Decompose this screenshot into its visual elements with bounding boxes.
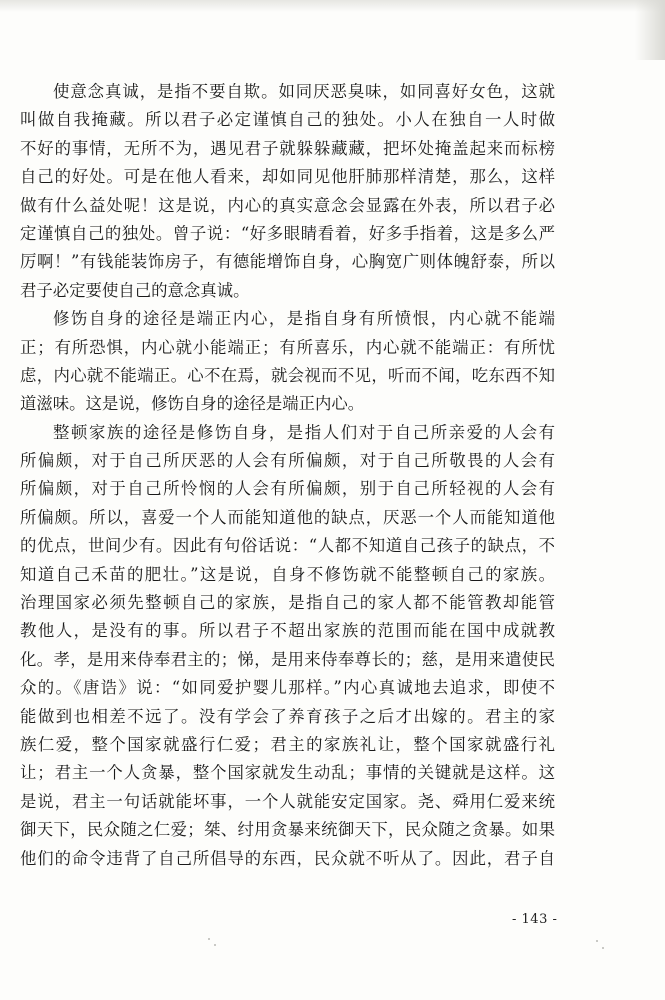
text-line: 治理国家必须先整顿自己的家族，是指自己的家人都不能管教却能管	[20, 593, 555, 613]
text-line: 能做到也相差不远了。没有学会了养育孩子之后才出嫁的。君主的家	[20, 706, 555, 726]
body-text	[20, 78, 555, 873]
text-line: 教他人，是没有的事。所以君子不超出家族的范围而能在国中成就教	[20, 621, 555, 641]
text-line: 定谨慎自己的独处。曾子说：“好多眼睛看着，好多手指着，这是多么严	[20, 223, 555, 243]
text-line: 不好的事情，无所不为，遇见君子就躲躲藏藏，把坏处掩盖起来而标榜	[20, 138, 555, 158]
scan-speck	[596, 940, 598, 942]
text-line: 众的。《唐诰》说：“如同爱护婴儿那样。”内心真诚地去追求，即使不	[20, 678, 555, 698]
scan-speck	[208, 938, 210, 940]
text-line: 整顿家族的途径是修饬自身，是指人们对于自己所亲爱的人会有	[53, 422, 555, 442]
scan-speck	[602, 947, 604, 949]
text-line: 厉啊！”有钱能装饰房子，有德能增饰自身，心胸宽广则体魄舒泰，所以	[20, 252, 555, 272]
text-line: 叫做自我掩藏。所以君子必定谨慎自己的独处。小人在独自一人时做	[20, 110, 555, 130]
text-line: 君子必定要使自己的意念真诚。	[20, 280, 250, 300]
text-line: 使意念真诚，是指不要自欺。如同厌恶臭味，如同喜好女色，这就	[53, 82, 555, 101]
text-line: 所偏颇，对于自己所怜悯的人会有所偏颇，别于自己所轻视的人会有	[20, 479, 555, 499]
text-line: 所偏颇，对于自己所厌恶的人会有所偏颇，对于自己所敬畏的人会有	[20, 451, 555, 471]
text-line: 族仁爱，整个国家就盛行仁爱；君主的家族礼让，整个国家就盛行礼	[20, 734, 555, 754]
text-line: 自己的好处。可是在他人看来，却如同见他肝肺那样清楚，那么，这样	[20, 167, 555, 187]
text-line: 道滋味。这是说，修饬自身的途径是端正内心。	[20, 394, 365, 414]
text-line: 的优点，世间少有。因此有句俗话说：“人都不知道自己孩子的缺点，不	[20, 536, 555, 556]
text-line: 修饬自身的途径是端正内心，是指自身有所愤恨，内心就不能端	[53, 309, 555, 329]
text-line: 做有什么益处呢！这是说，内心的真实意念会显露在外表，所以君子必	[20, 195, 555, 215]
page-number: - 143 -	[512, 912, 558, 927]
text-line: 正；有所恐惧，内心就小能端正；有所喜乐，内心就不能端正：有所忧	[20, 337, 555, 357]
scan-shadow-corner	[635, 0, 665, 60]
text-line: 知道自己禾苗的肥壮。”这是说，自身不修饬就不能整顿自己的家族。	[20, 564, 555, 584]
text-line: 是说，君主一句话就能坏事，一个人就能安定国家。尧、舜用仁爱来统	[20, 791, 555, 811]
scan-speck	[214, 944, 216, 946]
text-line: 所偏颇。所以，喜爱一个人而能知道他的缺点，厌恶一个人而能知道他	[20, 507, 555, 527]
scan-shadow-top	[0, 0, 665, 12]
text-line: 让；君主一个人贪暴，整个国家就发生动乱；事情的关键就是这样。这	[20, 763, 555, 783]
text-line: 虑，内心就不能端正。心不在焉，就会视而不见，听而不闻，吃东西不知	[20, 365, 555, 385]
text-line: 化。孝，是用来侍奉君主的；悌，是用来侍奉尊长的；慈，是用来遣使民	[20, 649, 555, 669]
text-line: 他们的命令违背了自己所倡导的东西，民众就不听从了。因此，君子自	[20, 848, 555, 868]
text-line: 御天下，民众随之仁爱；桀、纣用贪暴来统御天下，民众随之贪暴。如果	[20, 820, 555, 840]
